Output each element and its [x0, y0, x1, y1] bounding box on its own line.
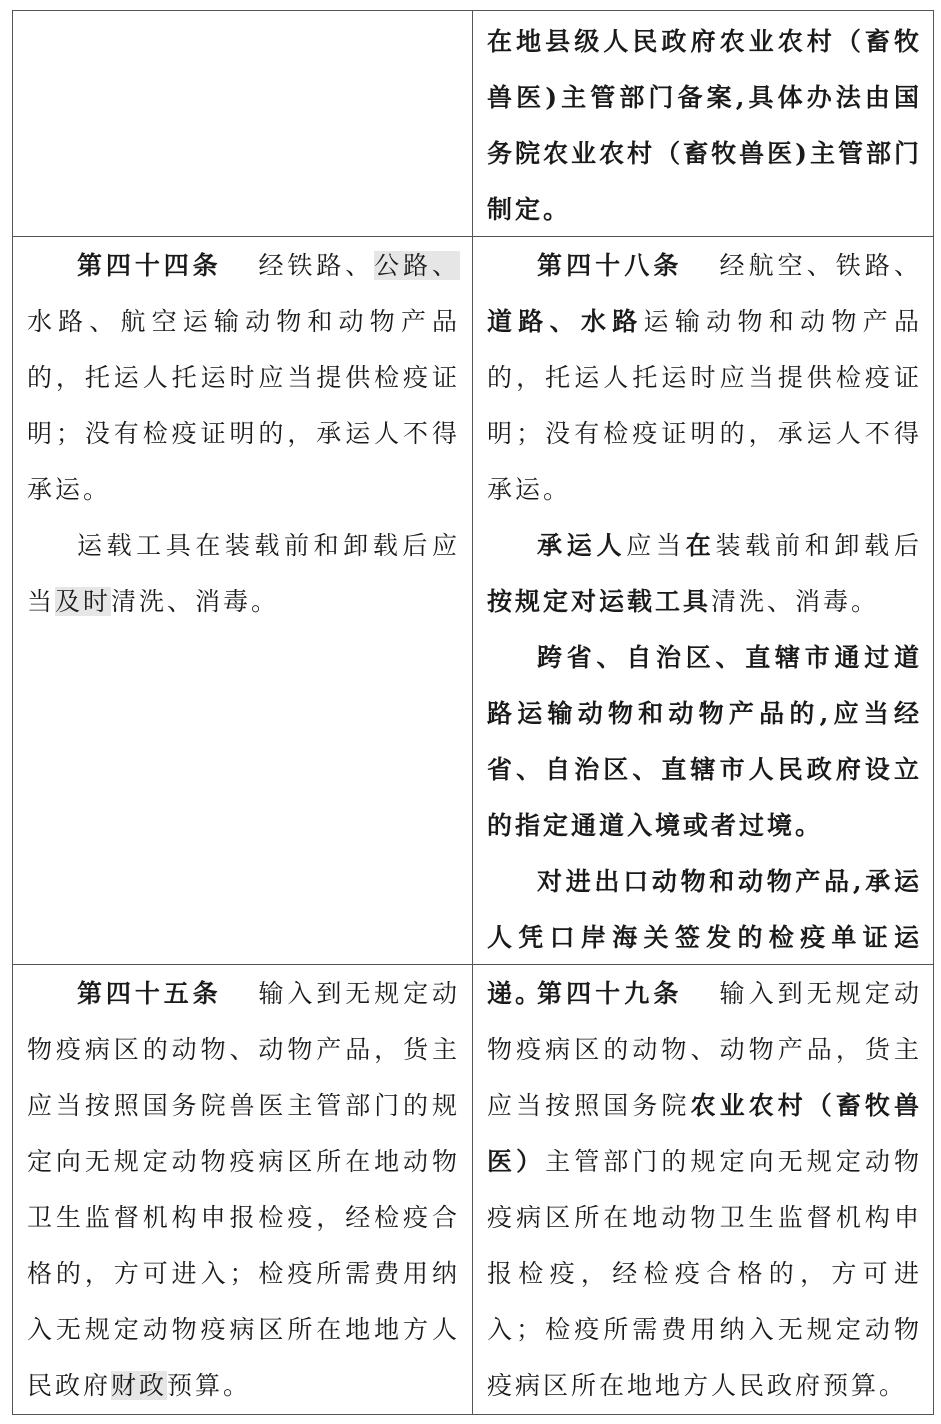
row1-right-paragraph: 在地县级人民政府农业农村（畜牧兽医)主管部门备案,具体办法由国务院农业农村（畜牧兽医)主管部门制定。 — [487, 27, 922, 224]
highlight-span: 公路、 — [374, 251, 460, 280]
text-span: 运输动物和动物产品的，托运人托运时应当提供检疫证明；没有检疫证明的，承运人不得承运。 — [487, 307, 922, 504]
article-48-title: 第四十八条 — [537, 251, 683, 280]
text-span: 运载工具在装载前和卸载后应当 — [27, 531, 460, 616]
row3-right-cell — [473, 966, 934, 1414]
row1-right-cell — [473, 14, 934, 238]
row2-left-cell — [13, 238, 472, 630]
bold-span: 在 — [685, 531, 716, 560]
article-48-paragraph-1 — [487, 238, 922, 518]
text-span: 预算。 — [167, 1371, 252, 1400]
text-span: 主管部门的规定向无规定动物疫病区所在地动物卫生监督机构申报检疫，经检疫合格的，方可进入；检疫所需费用纳入无规定动物疫病区所在地地方人民政府预算。 — [487, 1147, 922, 1400]
bold-span: 承运人 — [537, 531, 627, 560]
bold-span: 农业农村（畜牧兽医） — [487, 1091, 922, 1176]
article-44-paragraph-2 — [27, 518, 460, 630]
bold-span: 道路、水路 — [487, 307, 644, 336]
text-span: 清洗、消毒。 — [711, 587, 880, 616]
text-span: 清洗、消毒。 — [111, 587, 280, 616]
article-48-paragraph-2 — [487, 518, 922, 630]
text-span: 水路、航空运输动物和动物产品的，托运人托运时应当提供检疫证明；没有检疫证明的，承运人不得承运。 — [27, 307, 460, 504]
article-45-title: 第四十五条 — [77, 979, 222, 1008]
article-49-title: 第四十九条 — [537, 979, 683, 1008]
text-span: 输入到无规定动物疫病区的动物、动物产品，货主应当按照国务院 — [487, 979, 922, 1120]
row3-left-cell — [13, 966, 472, 1414]
text-span: 应当 — [626, 531, 686, 560]
article-49-paragraph-1 — [487, 966, 922, 1414]
article-48-paragraph-3: 跨省、自治区、直辖市通过道路运输动物和动物产品的,应当经省、自治区、直辖市人民政府设立的指定通道入境或者过境。 — [487, 643, 922, 840]
article-44-paragraph-1 — [27, 238, 460, 518]
row2-right-cell — [473, 238, 934, 1022]
text-span: 装载前和卸载后 — [715, 531, 922, 560]
text-span: 经航空、铁路、 — [718, 251, 922, 280]
text-span: 经铁路、 — [257, 251, 375, 280]
article-44-title: 第四十四条 — [77, 251, 222, 280]
bold-span: 按规定对运载工具 — [487, 587, 712, 616]
highlight-span: 及时 — [55, 587, 112, 616]
highlight-span: 财政 — [111, 1371, 168, 1400]
article-45-paragraph-1 — [27, 966, 460, 1414]
article-48-paragraph-4: 对进出口动物和动物产品,承运人凭口岸海关签发的检疫单证运递。 — [487, 867, 922, 1008]
text-span: 输入到无规定动物疫病区的动物、动物产品，货主应当按照国务院兽医主管部门的规定向无规定动物疫病区所在地动物卫生监督机构申报检疫，经检疫合格的，方可进入；检疫所需费用纳入无规定动物疫病区所在地地方人民政府 — [27, 979, 460, 1400]
